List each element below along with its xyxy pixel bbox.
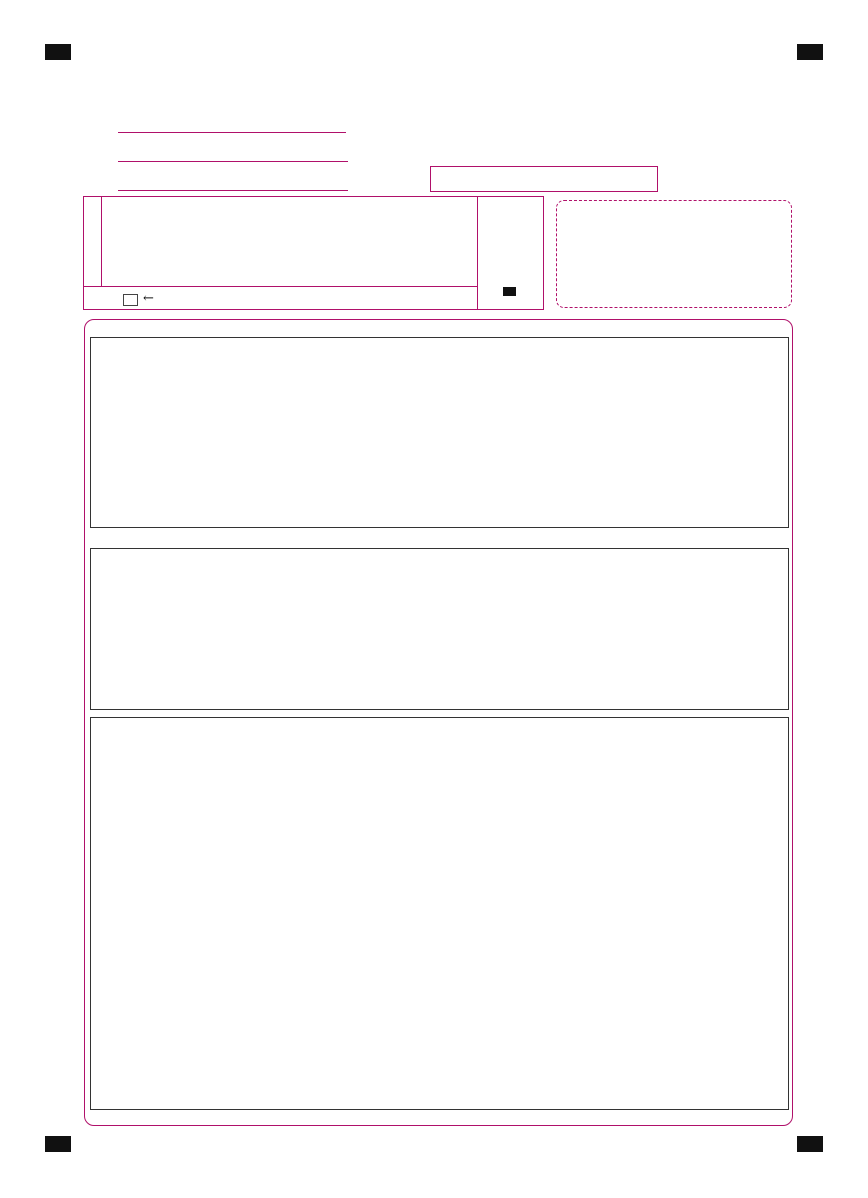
corner-mark-bottom-right — [797, 1136, 823, 1152]
school-field[interactable] — [118, 132, 346, 133]
notice-divider-v2 — [477, 196, 478, 310]
arrow-left-icon: ← — [143, 291, 154, 306]
corner-mark-top-right — [797, 44, 823, 60]
absent-checkbox[interactable] — [123, 294, 138, 306]
notice-divider — [101, 196, 102, 286]
class-field[interactable] — [118, 161, 348, 162]
writing-section — [90, 717, 789, 1110]
corner-mark-bottom-left — [45, 1136, 71, 1152]
choice-section — [90, 337, 789, 528]
corner-mark-top-left — [45, 44, 71, 60]
barcode-area — [556, 200, 792, 308]
exam-id-field[interactable] — [430, 166, 658, 192]
nonchoice-section — [90, 548, 789, 710]
name-field[interactable] — [118, 190, 348, 191]
notice-divider-h — [83, 286, 478, 287]
correct-fill-example — [503, 287, 516, 296]
